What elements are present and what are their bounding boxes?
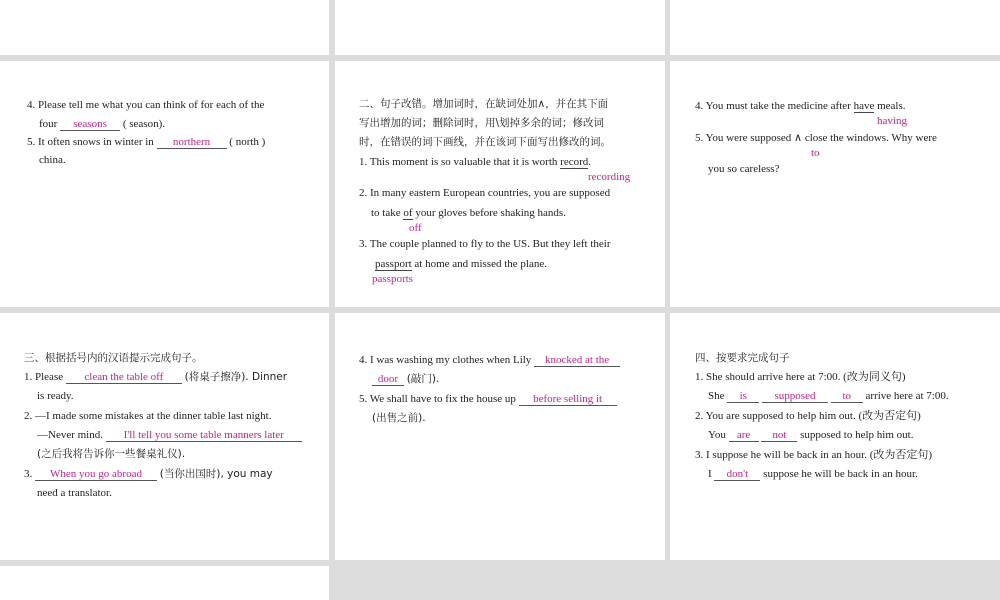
answer-blank: seasons	[60, 118, 120, 131]
error-word: of	[403, 207, 413, 219]
panel-middle-center	[335, 61, 665, 307]
question-2: 2. —I made some mistakes at the dinner table last night.	[24, 410, 272, 422]
answer-blank: are	[729, 429, 759, 442]
error-word: passport	[375, 258, 412, 270]
answer-blank: to	[831, 390, 863, 403]
question-1: 1. She should arrive here at 7:00. (改为同义句)	[695, 371, 906, 383]
question-3-line2: passport at home and missed the plane.	[375, 258, 547, 270]
correction: passports	[372, 273, 413, 285]
answer-blank: northern	[157, 136, 227, 149]
panel-bottom-right	[670, 313, 1000, 560]
question-2: 2. You are supposed to help him out. (改为否定句)	[695, 410, 921, 422]
answer-blank: I'll tell you some table manners later	[106, 429, 302, 442]
correction: off	[409, 222, 422, 234]
question-1: 1. This moment is so valuable that it is worth record.	[359, 156, 591, 168]
correction: recording	[588, 171, 631, 183]
question-4-answer-line: four seasons ( season).	[39, 118, 165, 130]
question-3: 3. I suppose he will be back in an hour. (改为否定句)	[695, 449, 933, 461]
question-2-line2: —Never mind. I'll tell you some table manners later	[37, 428, 302, 442]
question-1-answer-line: She is supposed to arrive here at 7:00.	[708, 390, 949, 402]
insert-mark: ∧	[794, 132, 803, 144]
question-1-line2: is ready.	[37, 390, 74, 402]
question-4-line2: door (敲门).	[372, 372, 439, 386]
question-5: 5. It often snows in winter in northern ( north )	[27, 136, 266, 148]
error-word: record	[560, 156, 589, 168]
question-4: 4. Please tell me what you can think of for each of the	[27, 99, 265, 111]
answer-blank: supposed	[762, 390, 828, 403]
correction: having	[877, 115, 907, 127]
answer-blank: When you go abroad	[35, 468, 157, 481]
panel-top-right	[670, 0, 1000, 55]
section-heading: 三、根据括号内的汉语提示完成句子。	[24, 352, 203, 364]
question-2-line2: to take of your gloves before shaking hands.	[371, 207, 566, 219]
panel-middle-left	[0, 61, 329, 307]
section-heading: 四、按要求完成句子	[695, 352, 790, 364]
panel-bottom-center	[335, 313, 665, 560]
question-2-hint: (之后我将告诉你一些餐桌礼仪).	[37, 448, 186, 460]
answer-blank: not	[761, 429, 797, 442]
section-heading-line2: 写出增加的词；删除词时，用\划掉多余的词；修改词	[359, 117, 605, 129]
answer-blank: clean the table off	[66, 371, 182, 384]
question-3: 3. When you go abroad (当你出国时), you may	[24, 468, 273, 480]
answer-blank: don't	[714, 468, 760, 481]
panel-top-middle	[335, 0, 665, 55]
answer-blank: before selling it	[519, 393, 617, 406]
correction: to	[811, 147, 820, 159]
question-5: 5. You were supposed ∧ close the windows. Why were	[695, 132, 937, 144]
answer-blank: is	[727, 390, 759, 403]
question-3: 3. The couple planned to fly to the US. But they left their	[359, 238, 611, 250]
question-4: 4. You must take the medicine after have meals.	[695, 100, 906, 112]
question-2: 2. In many eastern European countries, you are supposed	[359, 187, 611, 199]
question-1: 1. Please clean the table off (将桌子擦净). Dinner	[24, 371, 288, 383]
panel-footer-left	[0, 566, 329, 600]
question-2-answer-line: You are not supposed to help him out.	[708, 429, 914, 441]
question-5: 5. We shall have to fix the house up before selling it	[359, 392, 617, 406]
answer-blank: door	[372, 373, 404, 386]
error-word: have	[853, 100, 875, 112]
question-3-line2: need a translator.	[37, 487, 112, 499]
question-3-answer-line: I don't suppose he will be back in an hour.	[708, 468, 918, 480]
section-heading: 二、句子改错。增加词时，在缺词处加∧，并在其下面	[359, 98, 609, 110]
question-5-hint: (出售之前).	[372, 412, 426, 424]
question-4: 4. I was washing my clothes when Lily knocked at the	[359, 353, 620, 367]
question-5-line2: china.	[39, 154, 66, 166]
panel-top-left	[0, 0, 329, 55]
section-heading-line3: 时，在错误的词下画线，并在该词下面写出修改的词。	[359, 136, 611, 148]
answer-blank: knocked at the	[534, 354, 620, 367]
panel-bottom-left	[0, 313, 329, 560]
question-5-line2: you so careless?	[708, 163, 780, 175]
panel-middle-right	[670, 61, 1000, 307]
